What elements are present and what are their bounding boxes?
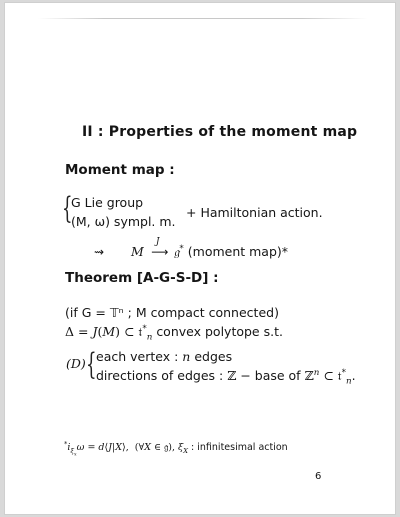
squiggle-arrow-icon: ⇝ bbox=[94, 245, 104, 259]
condition-vertex-edges bbox=[96, 349, 232, 364]
hamiltonian-action-text: + Hamiltonian action. bbox=[186, 205, 323, 220]
footnote-suffix: infinitesimal action bbox=[197, 442, 288, 453]
symplectic-manifold-line: (M, ω) sympl. m. bbox=[71, 214, 176, 229]
footnote: $^*i_{\xi_x}\omega$ = d⟨J|X⟩, (∀X ∈ 𝔤), $\xi_X$ : infinitesimal action bbox=[64, 439, 288, 458]
document-page bbox=[4, 2, 396, 515]
theorem-statement: Δ = J(M) ⊂ 𝔱*$_n$ convex polytope s.t. bbox=[65, 323, 283, 343]
left-brace-conditions: { bbox=[86, 347, 97, 382]
cond2-suffix: base of bbox=[254, 368, 301, 383]
scan-edge-line bbox=[38, 18, 368, 19]
lie-group-line: G Lie group bbox=[71, 195, 144, 210]
page-number: 6 bbox=[315, 471, 322, 482]
condition-edge-directions: directions of edges : ℤ − base of ℤ$^n$ ⊂ 𝔱*$_n$. bbox=[96, 367, 356, 387]
moment-map-arrow-line: ⇝ M J ⟶ 𝔤* (moment map)* bbox=[94, 237, 289, 259]
theorem-heading: Theorem [A-G-S-D] : bbox=[65, 270, 219, 286]
statement-suffix: convex polytope s.t. bbox=[156, 324, 283, 339]
cond1-text: each vertex : bbox=[96, 349, 179, 364]
map-arrow: J ⟶ bbox=[151, 237, 167, 259]
condition-label: (D) bbox=[66, 356, 86, 371]
map-arrow-label: J bbox=[155, 237, 160, 247]
cond1-suffix: edges bbox=[194, 349, 233, 364]
theorem-premise: (if G = 𝕋ⁿ ; M compact connected) bbox=[65, 305, 279, 320]
cond2-text: directions of edges : bbox=[96, 368, 224, 383]
left-brace-definition: { bbox=[62, 191, 73, 226]
cond1-variable: n bbox=[182, 349, 191, 364]
moment-map-heading: Moment map : bbox=[65, 162, 175, 178]
section-title: II : Properties of the moment map bbox=[82, 124, 358, 140]
moment-map-text: (moment map)* bbox=[187, 244, 289, 259]
